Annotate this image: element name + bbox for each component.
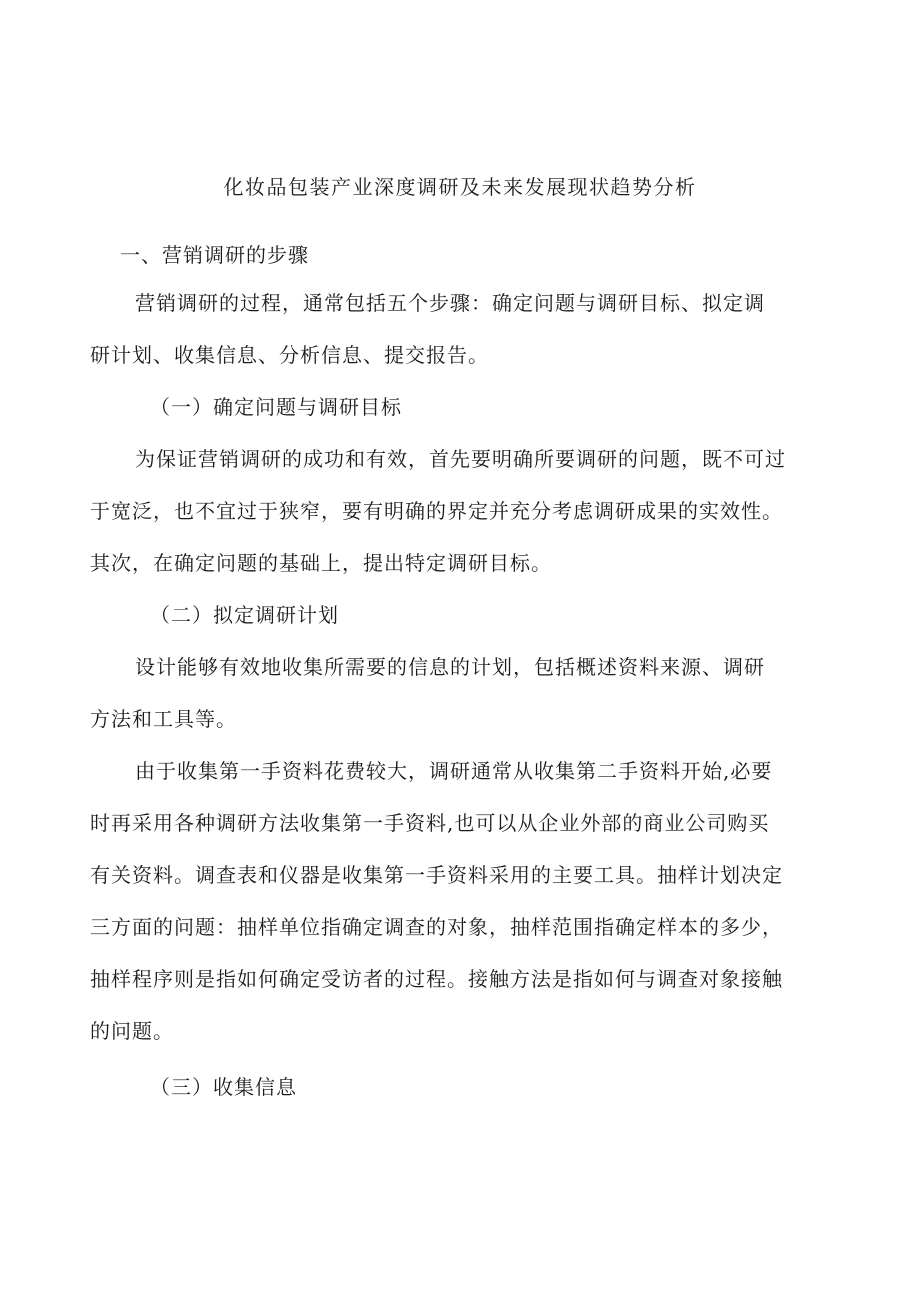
subsection-heading-collect-info: （三）收集信息 [150, 1075, 297, 1099]
subsection-heading-define-problem: （一）确定问题与调研目标 [150, 395, 402, 419]
paragraph-line: 设计能够有效地收集所需要的信息的计划，包括概述资料来源、调研 [135, 655, 765, 679]
paragraph-line: 其次，在确定问题的基础上，提出特定调研目标。 [90, 551, 552, 575]
paragraph-line: 有关资料。调查表和仪器是收集第一手资料采用的主要工具。抽样计划决定 [90, 863, 783, 887]
paragraph-line: 由于收集第一手资料花费较大，调研通常从收集第二手资料开始,必要 [135, 759, 773, 783]
section-heading-marketing-research-steps: 一、营销调研的步骤 [120, 243, 309, 267]
paragraph-line: 于宽泛，也不宜过于狭窄，要有明确的界定并充分考虑调研成果的实效性。 [90, 499, 783, 523]
paragraph-line: 方法和工具等。 [90, 707, 237, 731]
paragraph-line: 研计划、收集信息、分析信息、提交报告。 [90, 343, 489, 367]
subsection-heading-research-plan: （二）拟定调研计划 [150, 603, 339, 627]
paragraph-line: 抽样程序则是指如何确定受访者的过程。接触方法是指如何与调查对象接触 [90, 967, 783, 991]
paragraph-line: 的问题。 [90, 1019, 174, 1043]
document-title: 化妆品包装产业深度调研及未来发展现状趋势分析 [223, 175, 697, 199]
paragraph-line: 为保证营销调研的成功和有效，首先要明确所要调研的问题，既不可过 [135, 447, 786, 471]
paragraph-line: 时再采用各种调研方法收集第一手资料,也可以从企业外部的商业公司购买 [90, 811, 770, 835]
paragraph-line: 三方面的问题：抽样单位指确定调查的对象，抽样范围指确定样本的多少， [90, 915, 783, 939]
paragraph-line: 营销调研的过程，通常包括五个步骤：确定问题与调研目标、拟定调 [135, 291, 765, 315]
